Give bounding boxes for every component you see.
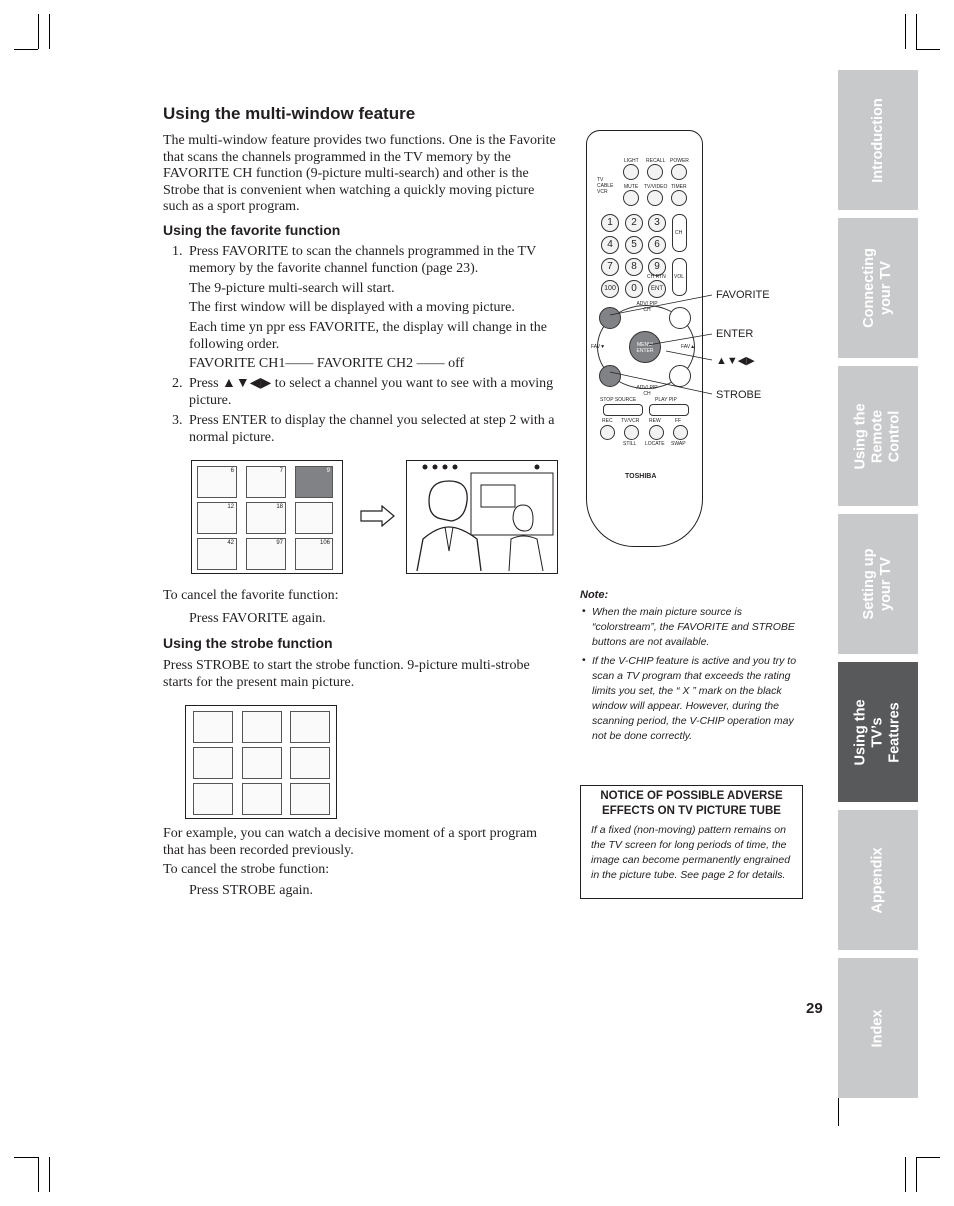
mute-label: MUTE bbox=[624, 184, 639, 190]
favorite-order: FAVORITE CH1—— FAVORITE CH2 —— off bbox=[189, 356, 465, 371]
thumbnail: 18 bbox=[246, 502, 286, 534]
strobe-frame bbox=[242, 783, 282, 815]
adv-pip-top-label: ADV/ PIP CH bbox=[636, 301, 658, 313]
strobe-frame bbox=[242, 747, 282, 779]
light-button[interactable] bbox=[623, 164, 639, 180]
thumbnail: 6 bbox=[197, 466, 237, 498]
swap-label: SWAP bbox=[671, 441, 686, 447]
crop-mark bbox=[916, 1157, 940, 1158]
thumbnail: 106 bbox=[295, 538, 333, 570]
nine-picture-grid bbox=[191, 460, 343, 574]
thumbnail: 42 bbox=[197, 538, 237, 570]
recall-button[interactable] bbox=[647, 164, 663, 180]
adv-pip-bottom-label: ADV/ PIP CH bbox=[636, 385, 658, 397]
tab-remote-control[interactable]: Using the Remote Control bbox=[838, 366, 918, 506]
strobe-frame bbox=[193, 747, 233, 779]
tab-index[interactable]: Index bbox=[838, 958, 918, 1098]
step2-text: Press ▲▼◀▶ to select a channel you want to see with a moving picture. bbox=[189, 376, 554, 408]
locate-label: LOCATE bbox=[645, 441, 665, 447]
crop-mark bbox=[49, 1157, 50, 1192]
tab-introduction[interactable]: Introduction bbox=[838, 70, 918, 210]
strobe-grid bbox=[185, 705, 337, 819]
digit-100-button[interactable]: 100 bbox=[601, 280, 619, 298]
step3-text: Press ENTER to display the channel you selected at step 2 with a normal picture. bbox=[189, 413, 555, 445]
strobe-frame bbox=[193, 711, 233, 743]
chrtn-label: CH RTN bbox=[647, 274, 666, 280]
note-item: If the V-CHIP feature is active and you try to scan a TV program that exceeds the rating limits you set, the “ X ” mark on the black window will appear. However, during the scanning period, the V-CHIP operation may not be done correctly. bbox=[592, 655, 797, 742]
bullet: • bbox=[582, 605, 586, 617]
power-label: POWER bbox=[670, 158, 689, 164]
notice-box bbox=[580, 785, 803, 899]
play-pip-label: PLAY PIP bbox=[655, 397, 677, 403]
digit-2-button[interactable]: 2 bbox=[625, 214, 643, 232]
tvvideo-label: TV/VIDEO bbox=[644, 184, 668, 190]
thumbnail: 12 bbox=[197, 502, 237, 534]
strobe-example: For example, you can watch a decisive moment of a sport program that has been recorded previously. bbox=[163, 826, 537, 858]
digit-3-button[interactable]: 3 bbox=[648, 214, 666, 232]
thumbnail-black: 9 bbox=[295, 466, 333, 498]
crop-mark bbox=[38, 1157, 39, 1192]
strobe-heading: Using the strobe function bbox=[163, 635, 333, 651]
crop-mark bbox=[38, 14, 39, 49]
bullet: • bbox=[582, 654, 586, 666]
toshiba-logo: TOSHIBA bbox=[625, 473, 657, 480]
arrow-right-icon bbox=[360, 505, 396, 527]
crop-mark bbox=[916, 14, 917, 49]
digit-0-button[interactable]: 0 bbox=[625, 280, 643, 298]
callout-lines bbox=[600, 290, 716, 400]
tab-appendix[interactable]: Appendix bbox=[838, 810, 918, 950]
thumbnail: 97 bbox=[246, 538, 286, 570]
stop-source-label: STOP SOURCE bbox=[600, 397, 637, 403]
recall-label: RECALL bbox=[646, 158, 666, 164]
step-number: 2. bbox=[172, 376, 183, 391]
strobe-frame bbox=[193, 783, 233, 815]
strobe-frame bbox=[242, 711, 282, 743]
page-number: 29 bbox=[806, 1000, 823, 1017]
favorite-cancel-action: Press FAVORITE again. bbox=[189, 611, 326, 626]
mute-button[interactable] bbox=[623, 190, 639, 206]
step1-text: Press FAVORITE to scan the channels programmed in the TV memory by the favorite channel function (page 23). bbox=[189, 244, 536, 276]
fav-up-label: FAV▲ bbox=[681, 344, 696, 350]
strobe-frame bbox=[290, 747, 330, 779]
still-label: STILL bbox=[623, 441, 637, 447]
thumbnail: 7 bbox=[246, 466, 286, 498]
tab-features[interactable]: Using the TV’s Features bbox=[838, 662, 918, 802]
crop-mark bbox=[905, 1157, 906, 1192]
note-item: When the main picture source is “colorstream”, the FAVORITE and STROBE buttons are not available. bbox=[592, 606, 795, 648]
step-number: 1. bbox=[172, 244, 183, 259]
notice-text: If a fixed (non-moving) pattern remains on the TV screen for long periods of time, the image can become permanently engrained in the picture tube. See page 2 for details. bbox=[591, 824, 791, 881]
strobe-callout: STROBE bbox=[716, 389, 762, 401]
ent-button[interactable]: ENT bbox=[648, 280, 666, 298]
crop-mark bbox=[49, 14, 50, 49]
mode-switch-label: TV CABLE VCR bbox=[597, 177, 614, 195]
digit-4-button[interactable]: 4 bbox=[601, 236, 619, 254]
tab-setting-up[interactable]: Setting up your TV bbox=[838, 514, 918, 654]
digit-8-button[interactable]: 8 bbox=[625, 258, 643, 276]
crop-mark bbox=[14, 1157, 38, 1158]
news-anchor-illustration bbox=[407, 461, 557, 573]
ff-label: FF bbox=[675, 418, 682, 424]
play-button[interactable] bbox=[649, 404, 689, 416]
step1-detail: The 9-picture multi-search will start. bbox=[189, 281, 395, 296]
ch-rocker[interactable]: CH bbox=[672, 214, 687, 252]
tab-connecting[interactable]: Connecting your TV bbox=[838, 218, 918, 358]
intro-paragraph: The multi-window feature provides two functions. One is the Favorite that scans the channels programmed in the TV memory by the FAVORITE CH function (9-picture multi-search) and other is the Strobe that is convenient when watching a quickly moving picture such as a sport program. bbox=[163, 133, 556, 214]
ff-button[interactable] bbox=[673, 425, 688, 440]
crop-mark bbox=[916, 1157, 917, 1192]
digit-9-button[interactable]: 9 bbox=[648, 258, 666, 276]
tvvcr-label: TV/VCR bbox=[621, 418, 640, 424]
fav-down-label: FAV▼ bbox=[591, 344, 606, 350]
note-title: Note: bbox=[580, 589, 609, 601]
thumbnail bbox=[295, 502, 333, 534]
timer-label: TIMER bbox=[671, 184, 687, 190]
favorite-cancel-label: To cancel the favorite function: bbox=[163, 588, 339, 603]
vol-rocker[interactable]: VOL bbox=[672, 258, 687, 296]
step1-detail: Each time yn ppr ess FAVORITE, the display will change in the following order. bbox=[189, 320, 547, 352]
tvvideo-button[interactable] bbox=[647, 190, 663, 206]
digit-1-button[interactable]: 1 bbox=[601, 214, 619, 232]
full-picture-screen bbox=[406, 460, 558, 574]
strobe-paragraph: Press STROBE to start the strobe function. 9-picture multi-strobe starts for the present main picture. bbox=[163, 658, 530, 690]
notice-heading: NOTICE OF POSSIBLE ADVERSE EFFECTS ON TV PICTURE TUBE bbox=[600, 790, 783, 817]
rew-label: REW bbox=[649, 418, 661, 424]
stop-button[interactable] bbox=[603, 404, 643, 416]
tvvcr-button[interactable] bbox=[624, 425, 639, 440]
crop-mark bbox=[916, 49, 940, 50]
favorite-callout: FAVORITE bbox=[716, 289, 770, 301]
enter-callout: ENTER bbox=[716, 328, 754, 340]
rec-label: REC bbox=[602, 418, 613, 424]
digit-6-button[interactable]: 6 bbox=[648, 236, 666, 254]
rec-button[interactable] bbox=[600, 425, 615, 440]
step1-detail: The first window will be displayed with a moving picture. bbox=[189, 300, 515, 315]
power-button[interactable] bbox=[671, 164, 687, 180]
strobe-cancel-action: Press STROBE again. bbox=[189, 883, 314, 898]
strobe-cancel-label: To cancel the strobe function: bbox=[163, 862, 330, 877]
strobe-frame bbox=[290, 783, 330, 815]
crop-mark bbox=[14, 49, 38, 50]
arrows-callout: ▲▼◀▶ bbox=[716, 355, 755, 367]
step-number: 3. bbox=[172, 413, 183, 428]
favorite-heading: Using the favorite function bbox=[163, 222, 341, 238]
menu-enter-button[interactable]: MENU/ ENTER bbox=[629, 331, 661, 363]
digit-5-button[interactable]: 5 bbox=[625, 236, 643, 254]
light-label: LIGHT bbox=[624, 158, 639, 164]
digit-7-button[interactable]: 7 bbox=[601, 258, 619, 276]
crop-mark bbox=[905, 14, 906, 49]
page-title: Using the multi-window feature bbox=[163, 104, 416, 123]
timer-button[interactable] bbox=[671, 190, 687, 206]
rew-button[interactable] bbox=[649, 425, 664, 440]
strobe-frame bbox=[290, 711, 330, 743]
